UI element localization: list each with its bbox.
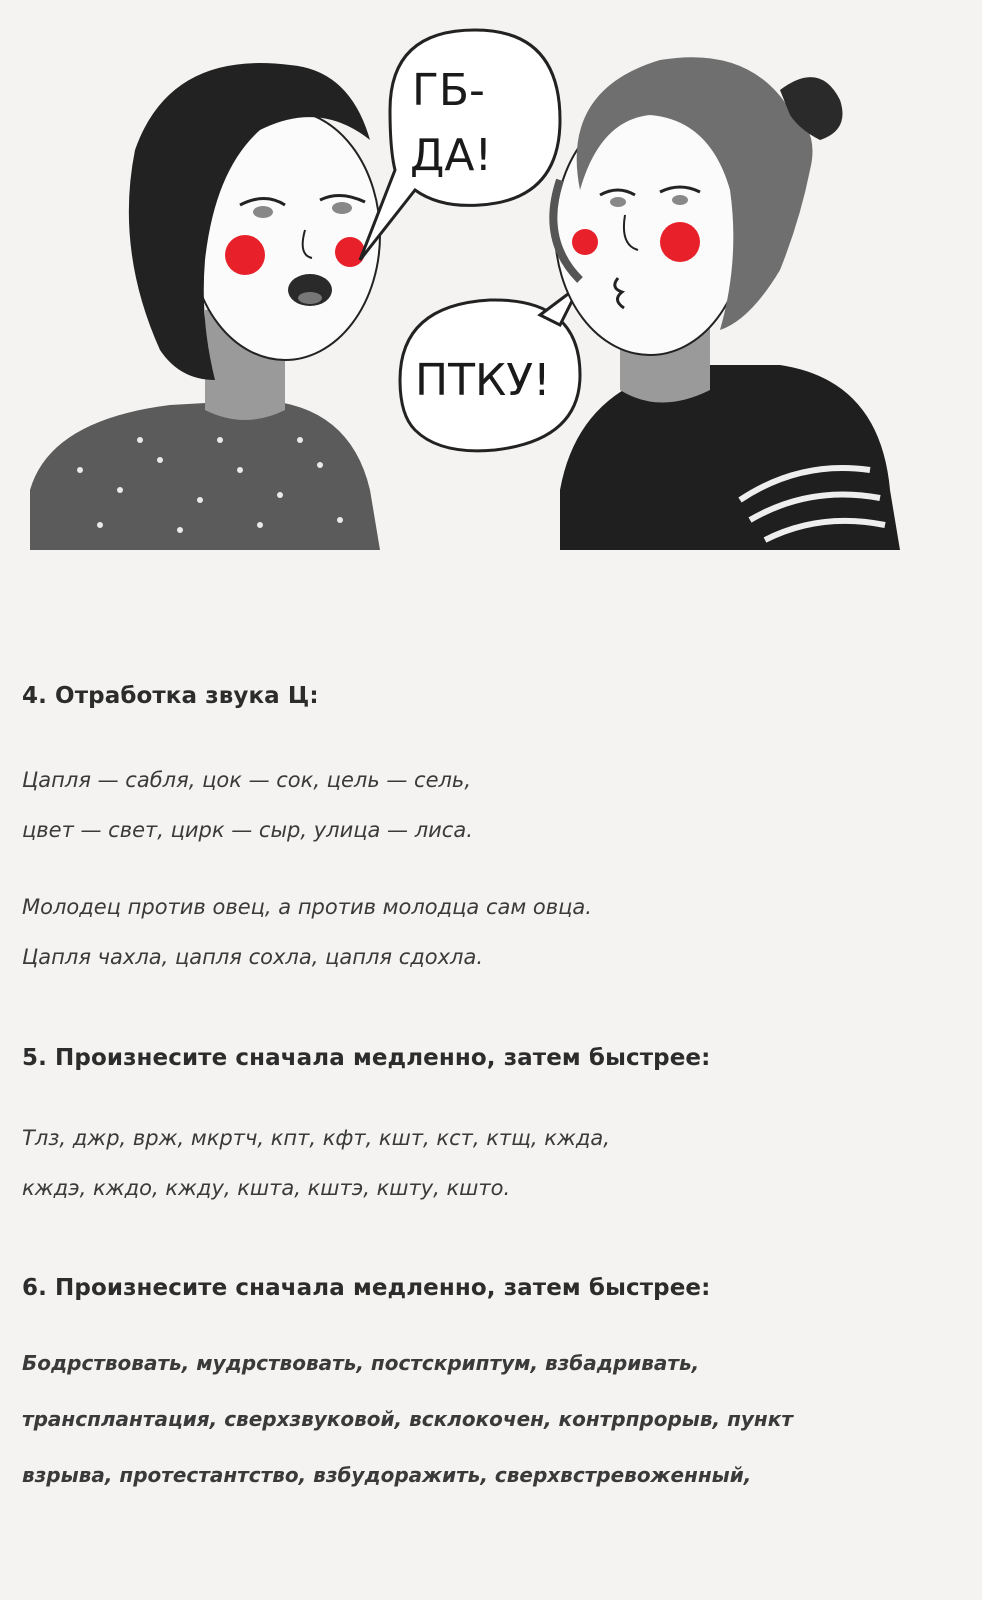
text-line: Бодрствовать, мудрствовать, постскриптум, взбадривать,: [22, 1351, 700, 1375]
section-5-lines: [22, 1113, 942, 1213]
text-line: Тлз, джр, врж, мкртч, кпт, кфт, кшт, кст, ктщ, кжда,: [22, 1126, 610, 1150]
section-4-group-2: [22, 882, 942, 982]
section-6-lines: [22, 1335, 942, 1503]
speech-bubble-left: [360, 30, 560, 260]
bubble-left-line2: ДА!: [410, 130, 493, 181]
section-4-group-1: [22, 755, 942, 855]
bubble-left-line1: ГБ-: [412, 65, 485, 116]
text-line: Цапля — сабля, цок — сок, цель — сель,: [22, 768, 471, 792]
left-woman-figure: [30, 63, 380, 550]
cheek-blush: [572, 229, 598, 255]
section-6: [22, 1275, 942, 1301]
text-line: кждэ, кждо, кжду, кшта, кштэ, кшту, кшто.: [22, 1176, 511, 1200]
section-6-heading: 6. Произнесите сначала медленно, затем быстрее:: [22, 1275, 711, 1301]
speech-bubble-right: [400, 285, 580, 451]
section-5-heading: 5. Произнесите сначала медленно, затем быстрее:: [22, 1045, 711, 1071]
section-4: [22, 683, 942, 709]
cheek-blush: [225, 235, 265, 275]
section-4-heading: 4. Отработка звука Ц:: [22, 683, 319, 709]
cheek-blush: [335, 237, 365, 267]
bubble-right-text: ПТКУ!: [415, 355, 551, 406]
two-women-illustration: [20, 20, 920, 560]
section-5: [22, 1045, 942, 1071]
text-line: Молодец против овец, а против молодца сам овца.: [22, 895, 592, 919]
text-line: цвет — свет, цирк — сыр, улица — лиса.: [22, 818, 473, 842]
text-line: взрыва, протестантство, взбудоражить, сверхвстревоженный,: [22, 1463, 752, 1487]
cheek-blush: [660, 222, 700, 262]
text-line: Цапля чахла, цапля сохла, цапля сдохла.: [22, 945, 483, 969]
right-woman-figure: [553, 57, 900, 550]
text-line: трансплантация, сверхзвуковой, всклокочен, контрпрорыв, пункт: [22, 1407, 793, 1431]
